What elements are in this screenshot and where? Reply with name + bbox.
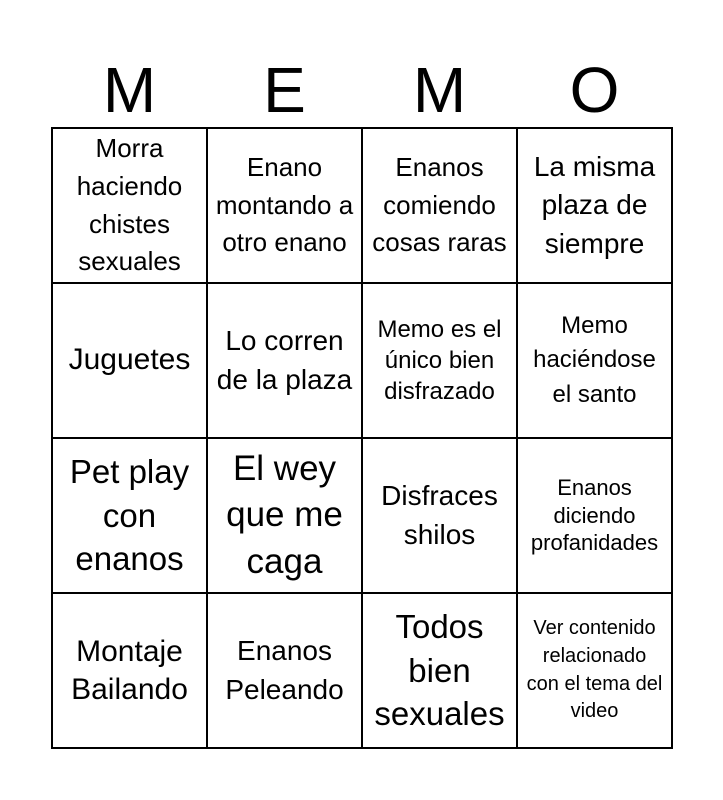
bingo-cell[interactable]: Enano montando a otro enano <box>208 129 363 284</box>
bingo-cell[interactable]: Lo corren de la plaza <box>208 284 363 439</box>
bingo-cell[interactable]: Memo haciéndose el santo <box>518 284 673 439</box>
bingo-cell[interactable]: Enanos diciendo profanidades <box>518 439 673 594</box>
bingo-header <box>52 52 672 128</box>
bingo-cell[interactable]: Pet play con enanos <box>53 439 208 594</box>
header-letter: M <box>412 54 467 126</box>
bingo-cell[interactable]: El wey que me caga <box>208 439 363 594</box>
bingo-cell[interactable]: Memo es el único bien disfrazado <box>363 284 518 439</box>
bingo-cell[interactable]: Enanos comiendo cosas raras <box>363 129 518 284</box>
bingo-cell[interactable]: Disfraces shilos <box>363 439 518 594</box>
bingo-cell[interactable]: Ver contenido relacionado con el tema del video <box>518 594 673 749</box>
bingo-cell[interactable]: Juguetes <box>53 284 208 439</box>
bingo-cell[interactable]: Morra haciendo chistes sexuales <box>53 129 208 284</box>
bingo-cell[interactable]: Todos bien sexuales <box>363 594 518 749</box>
bingo-cell[interactable]: Montaje Bailando <box>53 594 208 749</box>
bingo-cell[interactable]: Enanos Peleando <box>208 594 363 749</box>
header-letter: E <box>263 54 306 126</box>
bingo-card <box>51 127 673 749</box>
header-letter: O <box>569 54 620 126</box>
header-letter: M <box>102 54 157 126</box>
bingo-cell[interactable]: La misma plaza de siempre <box>518 129 673 284</box>
